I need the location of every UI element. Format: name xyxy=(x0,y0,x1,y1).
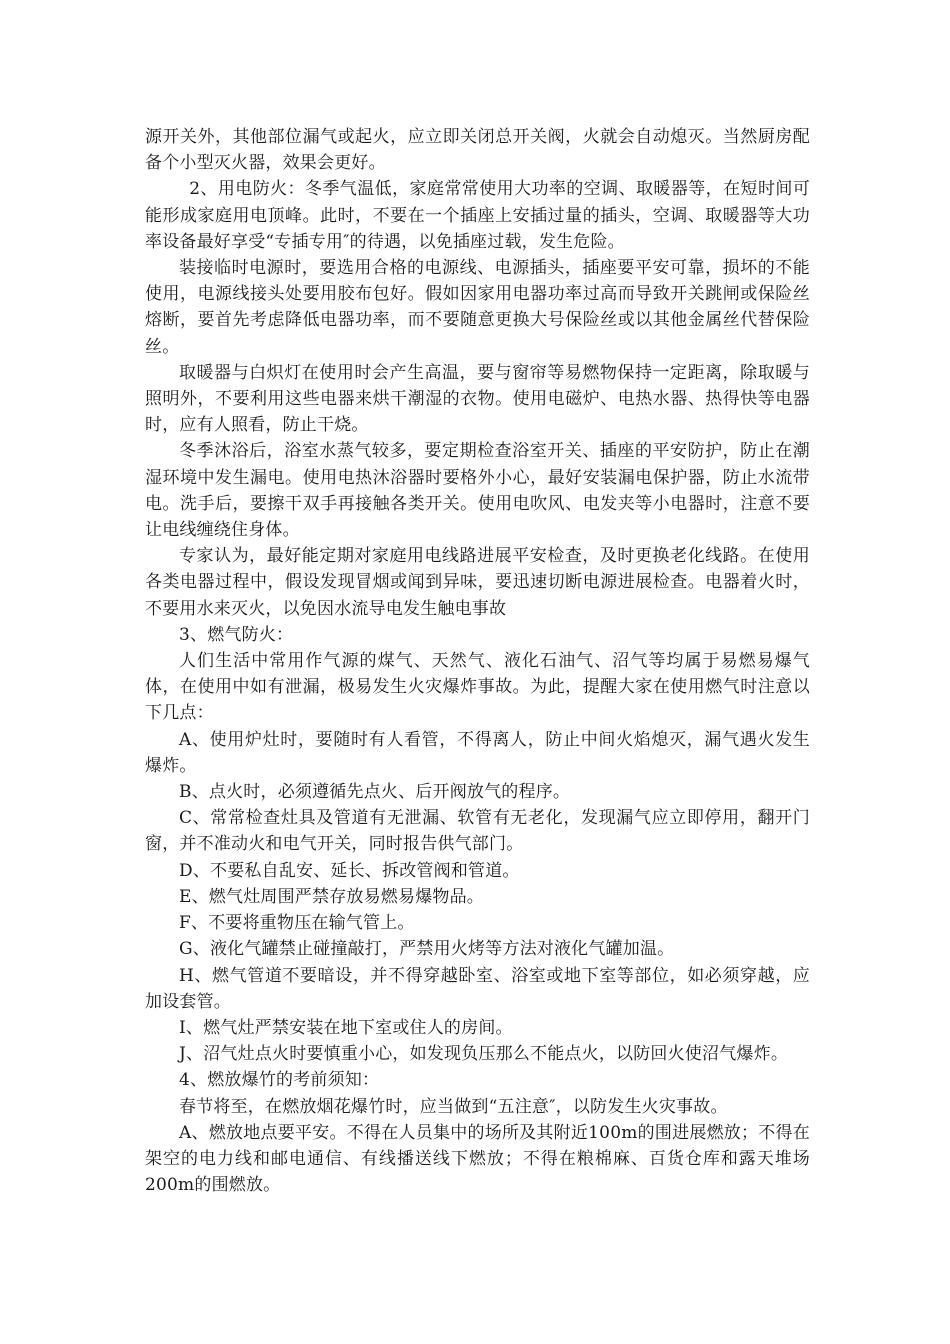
paragraph-firecracker-intro: 春节将至，在燃放烟花爆竹时，应当做到“五注意″，以防发生火灾事故。 xyxy=(179,1096,728,1117)
list-item-e: E、燃气灶周围严禁存放易燃易爆物品。 xyxy=(179,886,485,907)
heading-gas-fire-prevention: 3、燃气防火： xyxy=(179,624,294,645)
paragraph-bathroom-safety: 冬季沐浴后，浴室水蒸气较多，要定期检查浴室开关、插座的平安防护，防止在潮湿环境中发生漏电。使用电热沐浴器时要格外小心，最好安装漏电保护器，防止水流带电。洗手后，要擦干双手再接触各类开关。使用电吹风、电发夹等小电器时，注意不要让电线缠绕住身体。 xyxy=(145,441,810,541)
list-item-c: C、常常检查灶具及管道有无泄漏、软管有无老化，发现漏气应立即停用，翻开门窗，并不准动火和电气开关，同时报告供气部门。 xyxy=(145,808,810,855)
list-item-d: D、不要私自乱安、延长、拆改管阀和管道。 xyxy=(179,860,520,881)
list-item-b: B、点火时，必须遵循先点火、后开阀放气的程序。 xyxy=(179,782,571,803)
list-item-h: H、燃气管道不要暗设，并不得穿越卧室、浴室或地下室等部位，如必须穿越，应加设套管。 xyxy=(145,965,810,1012)
list-item-g: G、液化气罐禁止碰撞敲打，严禁用火烤等方法对液化气罐加温。 xyxy=(179,939,675,960)
list-item-i: I、燃气灶严禁安装在地下室或住人的房间。 xyxy=(179,1017,513,1038)
heading-electric-fire-prevention: 2、用电防火：冬季气温低，家庭常常使用大功率的空调、取暖器等，在短时间可能形成家庭用电顶峰。此时，不要在一个插座上安插过量的插头，空调、取暖器等大功率设备最好享受“专插专用″的待遇，以免插座过载，发生危险。 xyxy=(145,179,810,252)
list-item-f: F、不要将重物压在输气管上。 xyxy=(179,913,415,934)
heading-firecracker-notes: 4、燃放爆竹的考前须知： xyxy=(179,1070,380,1091)
list-item-firecracker-a: A、燃放地点要平安。不得在人员集中的场所及其附近100m的围进展燃放；不得在架空的电力线和邮电通信、有线播送线下燃放；不得在粮棉麻、百货仓库和露天堆场200m的围燃放。 xyxy=(145,1122,810,1196)
paragraph-gas-shutoff: 源开关外，其他部位漏气或起火，应立即关闭总开关阀，火就会自动熄灭。当然厨房配备个小型灭火器，效果会更好。 xyxy=(145,127,810,174)
list-item-a: A、使用炉灶时，要随时有人看管，不得离人，防止中间火焰熄灭，漏气遇火发生爆炸。 xyxy=(145,729,810,776)
paragraph-gas-intro: 人们生活中常用作气源的煤气、天然气、液化石油气、沼气等均属于易燃易爆气体，在使用中如有泄漏，极易发生火灾爆炸事故。为此，提醒大家在使用燃气时注意以下几点： xyxy=(145,651,810,724)
document-body xyxy=(145,124,810,1198)
paragraph-heaters-lamps: 取暖器与白炽灯在使用时会产生高温，要与窗帘等易燃物保持一定距离，除取暖与照明外，不要利用这些电器来烘干潮湿的衣物。使用电磁炉、电热水器、热得快等电器时，应有人照看，防止干烧。 xyxy=(145,362,810,436)
list-item-j: J、沼气灶点火时要慎重小心，如发现负压那么不能点火，以防回火使沼气爆炸。 xyxy=(179,1044,789,1065)
paragraph-expert-advice: 专家认为，最好能定期对家庭用电线路进展平安检查，及时更换老化线路。在使用各类电器过程中，假设发现冒烟或闻到异味，要迅速切断电源进展检查。电器着火时，不要用水来灭火，以免因水流导电发生触电事故 xyxy=(145,546,810,619)
paragraph-temporary-power: 装接临时电源时，要选用合格的电源线、电源插头，插座要平安可靠，损坏的不能使用，电源线接头处要用胶布包好。假如因家用电器功率过高而导致开关跳闸或保险丝熔断，要首先考虑降低电器功率，而不要随意更换大号保险丝或以其他金属丝代替保险丝。 xyxy=(145,258,810,357)
